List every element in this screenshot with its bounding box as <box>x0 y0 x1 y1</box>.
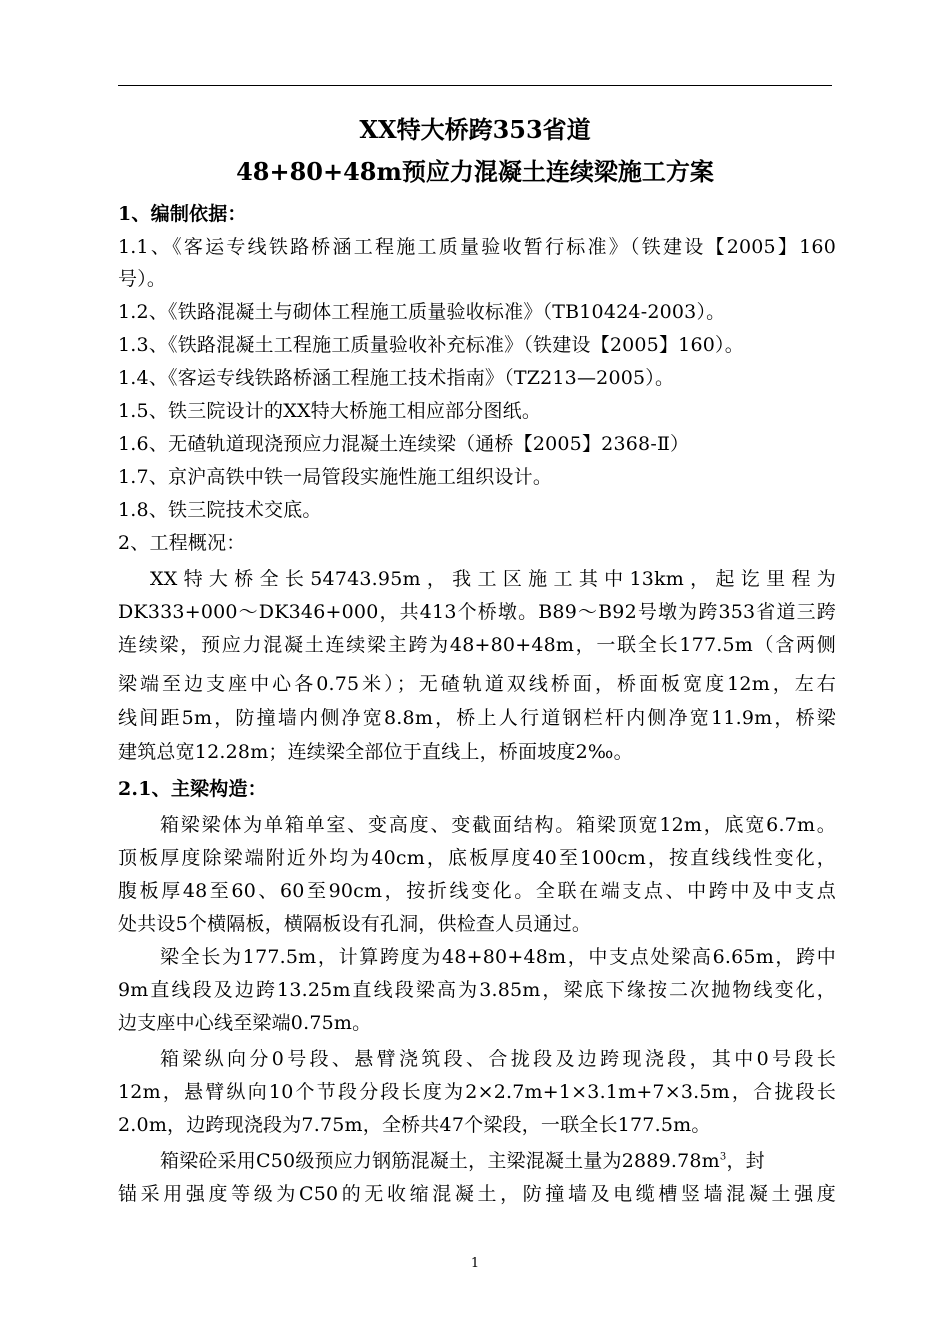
paragraph-line: 1.5、铁三院设计的XX特大桥施工相应部分图纸。 <box>118 400 542 422</box>
paragraph-line: 1.6、无碴轨道现浇预应力混凝土连续梁（通桥【2005】2368-Ⅱ） <box>118 433 690 455</box>
paragraph-line: 连续梁，预应力混凝土连续梁主跨为48+80+48m，一联全长177.5m（含两侧 <box>118 634 836 656</box>
paragraph-line: 锚采用强度等级为C50的无收缩混凝土，防撞墙及电缆槽竖墙混凝土强度 <box>118 1183 836 1205</box>
section-heading-1: 1、编制依据： <box>118 203 247 225</box>
paragraph-line: 处共设5个横隔板，横隔板设有孔洞，供检查人员通过。 <box>118 913 592 935</box>
page-number: 1 <box>470 1256 480 1271</box>
paragraph-line: 梁端至边支座中心各0.75米）；无碴轨道双线桥面，桥面板宽度12m，左右 <box>118 673 836 695</box>
paragraph-line: 顶板厚度除梁端附近外均为40cm，底板厚度40至100cm，按直线线性变化， <box>118 847 836 869</box>
paragraph-line: 1.1、《客运专线铁路桥涵工程施工质量验收暂行标准》（铁建设【2005】160 <box>118 236 836 258</box>
paragraph-line: 建筑总宽12.28m；连续梁全部位于直线上，桥面坡度2‰。 <box>118 741 633 763</box>
paragraph-line: DK333+000～DK346+000，共413个桥墩。B89～B92号墩为跨353省道三跨 <box>118 601 836 623</box>
paragraph-line: 1.3、《铁路混凝土工程施工质量验收补充标准》（铁建设【2005】160）。 <box>118 334 744 356</box>
document-title-line1: XX特大桥跨353省道 <box>359 115 591 144</box>
paragraph-line: 腹板厚48至60、60至90cm，按折线变化。全联在端支点、中跨中及中支点 <box>118 880 836 902</box>
paragraph-line: 1.2、《铁路混凝土与砌体工程施工质量验收标准》（TB10424-2003）。 <box>118 301 726 323</box>
paragraph-line: 线间距5m，防撞墙内侧净宽8.8m，桥上人行道钢栏杆内侧净宽11.9m，桥梁 <box>118 707 836 729</box>
paragraph-line: 箱梁梁体为单箱单室、变高度、变截面结构。箱梁顶宽12m，底宽6.7m。 <box>160 814 836 836</box>
paragraph-line: XX特大桥全长54743.95m，我工区施工其中13km，起讫里程为 <box>150 568 836 590</box>
paragraph-line: 12m，悬臂纵向10个节段分段长度为2×2.7m+1×3.1m+7×3.5m，合拢段长 <box>118 1081 836 1103</box>
paragraph-line: 号）。 <box>118 268 167 290</box>
paragraph-line: 箱梁纵向分0号段、悬臂浇筑段、合拢段及边跨现浇段，其中0号段长 <box>160 1048 836 1070</box>
paragraph-line-with-superscript <box>160 1146 836 1176</box>
paragraph-line: 梁全长为177.5m，计算跨度为48+80+48m，中支点处梁高6.65m，跨中 <box>160 946 836 968</box>
paragraph-line: 2.0m，边跨现浇段为7.75m，全桥共47个梁段，一联全长177.5m。 <box>118 1114 711 1136</box>
paragraph-text: 箱梁砼采用C50级预应力钢筋混凝土，主梁混凝土量为2889.78m <box>160 1150 720 1172</box>
header-rule <box>118 85 832 86</box>
paragraph-line: 1.7、京沪高铁中铁一局管段实施性施工组织设计。 <box>118 466 553 488</box>
paragraph-line: 1.4、《客运专线铁路桥涵工程施工技术指南》（TZ213—2005）。 <box>118 367 675 389</box>
paragraph-line: 9m直线段及边跨13.25m直线段梁高为3.85m，梁底下缘按二次抛物线变化， <box>118 979 836 1001</box>
section-heading-2-1: 2.1、主梁构造： <box>118 778 267 800</box>
paragraph-line: 1.8、铁三院技术交底。 <box>118 499 322 521</box>
paragraph-line: 边支座中心线至梁端0.75m。 <box>118 1012 372 1034</box>
paragraph-text: ，封 <box>726 1150 765 1172</box>
document-title-line2: 48+80+48m预应力混凝土连续梁施工方案 <box>236 157 714 186</box>
superscript: 3 <box>719 1151 727 1163</box>
section-heading-2: 2、工程概况： <box>118 532 246 554</box>
